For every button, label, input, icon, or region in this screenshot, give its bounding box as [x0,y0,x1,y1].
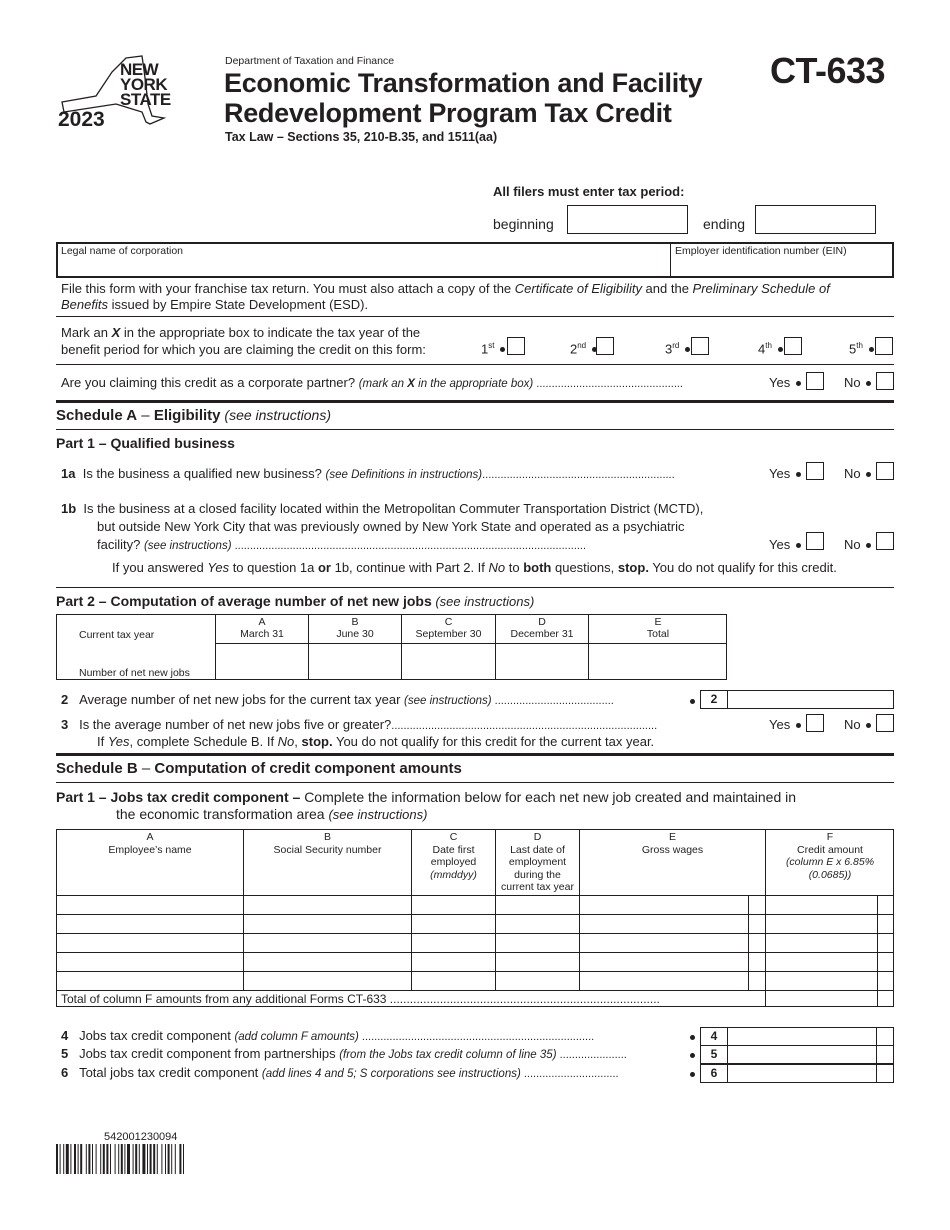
line-4-amount-input[interactable] [727,1027,894,1046]
credit-cell-c[interactable] [411,934,495,952]
form-number: CT-633 [770,50,886,91]
table-row [57,952,893,971]
credit-cell-d[interactable] [495,896,579,914]
net-new-jobs-label: Number of net new jobs [79,667,190,679]
benefit-year-1-label: 1st [481,341,507,356]
credit-column-d-header: D Last date of employment during the current tax year [495,830,579,895]
credit-cell-e[interactable] [579,953,765,971]
additional-forms-total-input[interactable] [765,990,894,1007]
line-3-no-label: No [844,717,873,732]
jobs-column-c: C September 30 [401,615,495,679]
benefit-year-5-label: 5th [849,341,876,356]
jobs-column-e: E Total [588,615,727,679]
schedule-a-part-1-title: Part 1 – Qualified business [56,435,235,451]
logo-line-state: STATE [120,90,171,109]
credit-cell-a[interactable] [57,953,243,971]
line-2-box-number: 2 [700,690,728,709]
legal-name-field[interactable] [58,244,670,276]
jobs-input-a[interactable] [216,644,308,679]
additional-forms-total-label: Total of column F amounts from any additional Forms CT-633 ................................................................................. [61,992,660,1006]
benefit-year-5-checkbox[interactable] [875,337,893,355]
q1b-yes-label: Yes [769,537,803,552]
table-row [57,971,893,990]
line-2-amount-input[interactable] [727,690,894,709]
question-1b: 1b Is the business at a closed facility located within the Metropolitan Commuter Transportation District (MCTD), but outside New York City that was previously owned by New York State and operated as a psychiatric facility? (see instructions) ................................................................................................................... [61,501,704,552]
line-4: 4 Jobs tax credit component (add column F amounts) ............................................................................ [61,1028,595,1043]
jobs-column-d: D December 31 [495,615,588,679]
table-row [57,914,893,933]
credit-cell-e[interactable] [579,915,765,933]
credit-column-b-header: B Social Security number [243,830,411,895]
jobs-credit-table [56,829,894,1007]
barcode-icon [56,1144,240,1174]
line-4-box-number: 4 [700,1027,728,1046]
credit-cell-d[interactable] [495,953,579,971]
schedule-b-title: Schedule B – Computation of credit component amounts [56,760,462,777]
credit-cell-c[interactable] [411,953,495,971]
credit-cell-b[interactable] [243,896,411,914]
jobs-input-c[interactable] [402,644,495,679]
line-5-box-number: 5 [700,1045,728,1064]
ending-label: ending [703,216,746,232]
credit-cell-e[interactable] [579,934,765,952]
credit-column-e-header: E Gross wages [579,830,765,895]
form-title-line-2: Redevelopment Program Tax Credit [224,98,672,128]
question-1a: 1a Is the business a qualified new business? (see Definitions in instructions)............................................................... [61,466,675,481]
credit-cell-f[interactable] [765,896,894,914]
credit-cell-d[interactable] [495,934,579,952]
q1a-no-label: No [844,466,873,481]
current-tax-year-label: Current tax year [79,629,155,641]
net-new-jobs-table [56,614,727,680]
corporate-partner-question: Are you claiming this credit as a corporate partner? (mark an X in the appropriate box) ................................................ [61,375,683,390]
line-2-bullet [688,693,697,711]
tax-period-ending-input[interactable] [755,205,876,234]
line-3: 3 Is the average number of net new jobs five or greater?....................................................................................... [61,717,658,732]
tax-law-reference: Tax Law – Sections 35, 210-B.35, and 1511(aa) [225,130,498,144]
credit-cell-c[interactable] [411,896,495,914]
beginning-label: beginning [493,216,554,232]
credit-column-f-header: F Credit amount (column E x 6.85% (0.0685)) [765,830,894,895]
credit-cell-f[interactable] [765,934,894,952]
benefit-year-question: Mark an X in the appropriate box to indicate the tax year of the benefit period for which you are claiming the credit on this form: [61,325,426,357]
line-6-box-number: 6 [700,1064,728,1083]
table-row [57,933,893,952]
eligibility-continue-note: If you answered Yes to question 1a or 1b, continue with Part 2. If No to both questions, stop. You do not qualify for this credit. [112,560,837,575]
benefit-year-3-checkbox[interactable] [691,337,709,355]
schedule-a-part-2-title: Part 2 – Computation of average number of net new jobs (see instructions) [56,593,535,609]
line-6: 6 Total jobs tax credit component (add lines 4 and 5; S corporations see instructions) ............................... [61,1065,619,1080]
jobs-column-b: B June 30 [308,615,401,679]
credit-cell-e[interactable] [579,896,765,914]
line-3-no-checkbox[interactable] [876,714,894,732]
line-3-yes-label: Yes [769,717,803,732]
barcode-number: 542001230094 [104,1131,178,1143]
line-6-bullet [688,1066,697,1084]
line-6-amount-input[interactable] [727,1064,894,1083]
credit-cell-d[interactable] [495,915,579,933]
credit-cell-b[interactable] [243,934,411,952]
credit-cell-d[interactable] [495,972,579,990]
form-title-line-1: Economic Transformation and Facility [224,68,703,98]
jobs-input-d[interactable] [496,644,588,679]
partner-yes-label: Yes [769,375,803,390]
q1b-yes-checkbox[interactable] [806,532,824,550]
filing-instructions: File this form with your franchise tax return. You must also attach a copy of the Certificate of Eligibility and the Preliminary Schedule of Benefits issued by Empire State Development (ESD). [61,281,830,312]
jobs-column-a: A March 31 [215,615,308,679]
tax-period-heading: All filers must enter tax period: [493,184,685,199]
form-year: 2023 [58,108,105,131]
credit-cell-b[interactable] [243,972,411,990]
schedule-a-title: Schedule A – Eligibility (see instructions) [56,407,331,424]
q1b-no-checkbox[interactable] [876,532,894,550]
tax-period-beginning-input[interactable] [567,205,688,234]
credit-cell-f[interactable] [765,915,894,933]
benefit-year-2-label: 2nd [570,341,599,356]
q1a-yes-checkbox[interactable] [806,462,824,480]
line-5-bullet [688,1047,697,1065]
credit-cell-a[interactable] [57,972,243,990]
ein-field[interactable] [671,244,892,276]
credit-cell-e[interactable] [579,972,765,990]
logo-line-york: YORK [120,75,168,94]
benefit-year-3-label: 3rd [665,341,692,356]
credit-cell-b[interactable] [243,953,411,971]
legal-name-label: Legal name of corporation [61,245,183,257]
credit-cell-a[interactable] [57,934,243,952]
table-row [57,895,893,914]
benefit-year-2-checkbox[interactable] [596,337,614,355]
jobs-input-b[interactable] [309,644,401,679]
credit-cell-a[interactable] [57,915,243,933]
partner-no-checkbox[interactable] [876,372,894,390]
credit-cell-f[interactable] [765,953,894,971]
line-3-note: If Yes, complete Schedule B. If No, stop. You do not qualify for this credit for the current tax year. [97,734,655,749]
schedule-b-part-1-title: Part 1 – Jobs tax credit component – Complete the information below for each net new job created and maintained in the economic transformation area (see instructions) [56,789,797,822]
jobs-input-e[interactable] [589,644,727,679]
credit-cell-a[interactable] [57,896,243,914]
partner-yes-checkbox[interactable] [806,372,824,390]
q1a-no-checkbox[interactable] [876,462,894,480]
q1a-yes-label: Yes [769,466,803,481]
credit-cell-b[interactable] [243,915,411,933]
ein-label: Employer identification number (EIN) [675,245,847,257]
q1b-no-label: No [844,537,873,552]
line-4-bullet [688,1029,697,1047]
credit-column-c-header: C Date first employed (mmddyy) [411,830,495,895]
benefit-year-4-checkbox[interactable] [784,337,802,355]
credit-cell-c[interactable] [411,915,495,933]
line-5-amount-input[interactable] [727,1045,894,1064]
nys-logo [56,52,186,132]
line-5: 5 Jobs tax credit component from partnerships (from the Jobs tax credit column of line 35) ...................... [61,1046,627,1061]
line-2: 2 Average number of net new jobs for the current tax year (see instructions) ....................................... [61,692,614,707]
benefit-year-1-checkbox[interactable] [507,337,525,355]
benefit-year-4-label: 4th [758,341,785,356]
credit-cell-c[interactable] [411,972,495,990]
logo-line-new: NEW [120,60,159,79]
credit-cell-f[interactable] [765,972,894,990]
line-3-yes-checkbox[interactable] [806,714,824,732]
department-name: Department of Taxation and Finance [225,55,395,67]
partner-no-label: No [844,375,873,390]
credit-column-a-header: A Employee’s name [108,831,192,856]
